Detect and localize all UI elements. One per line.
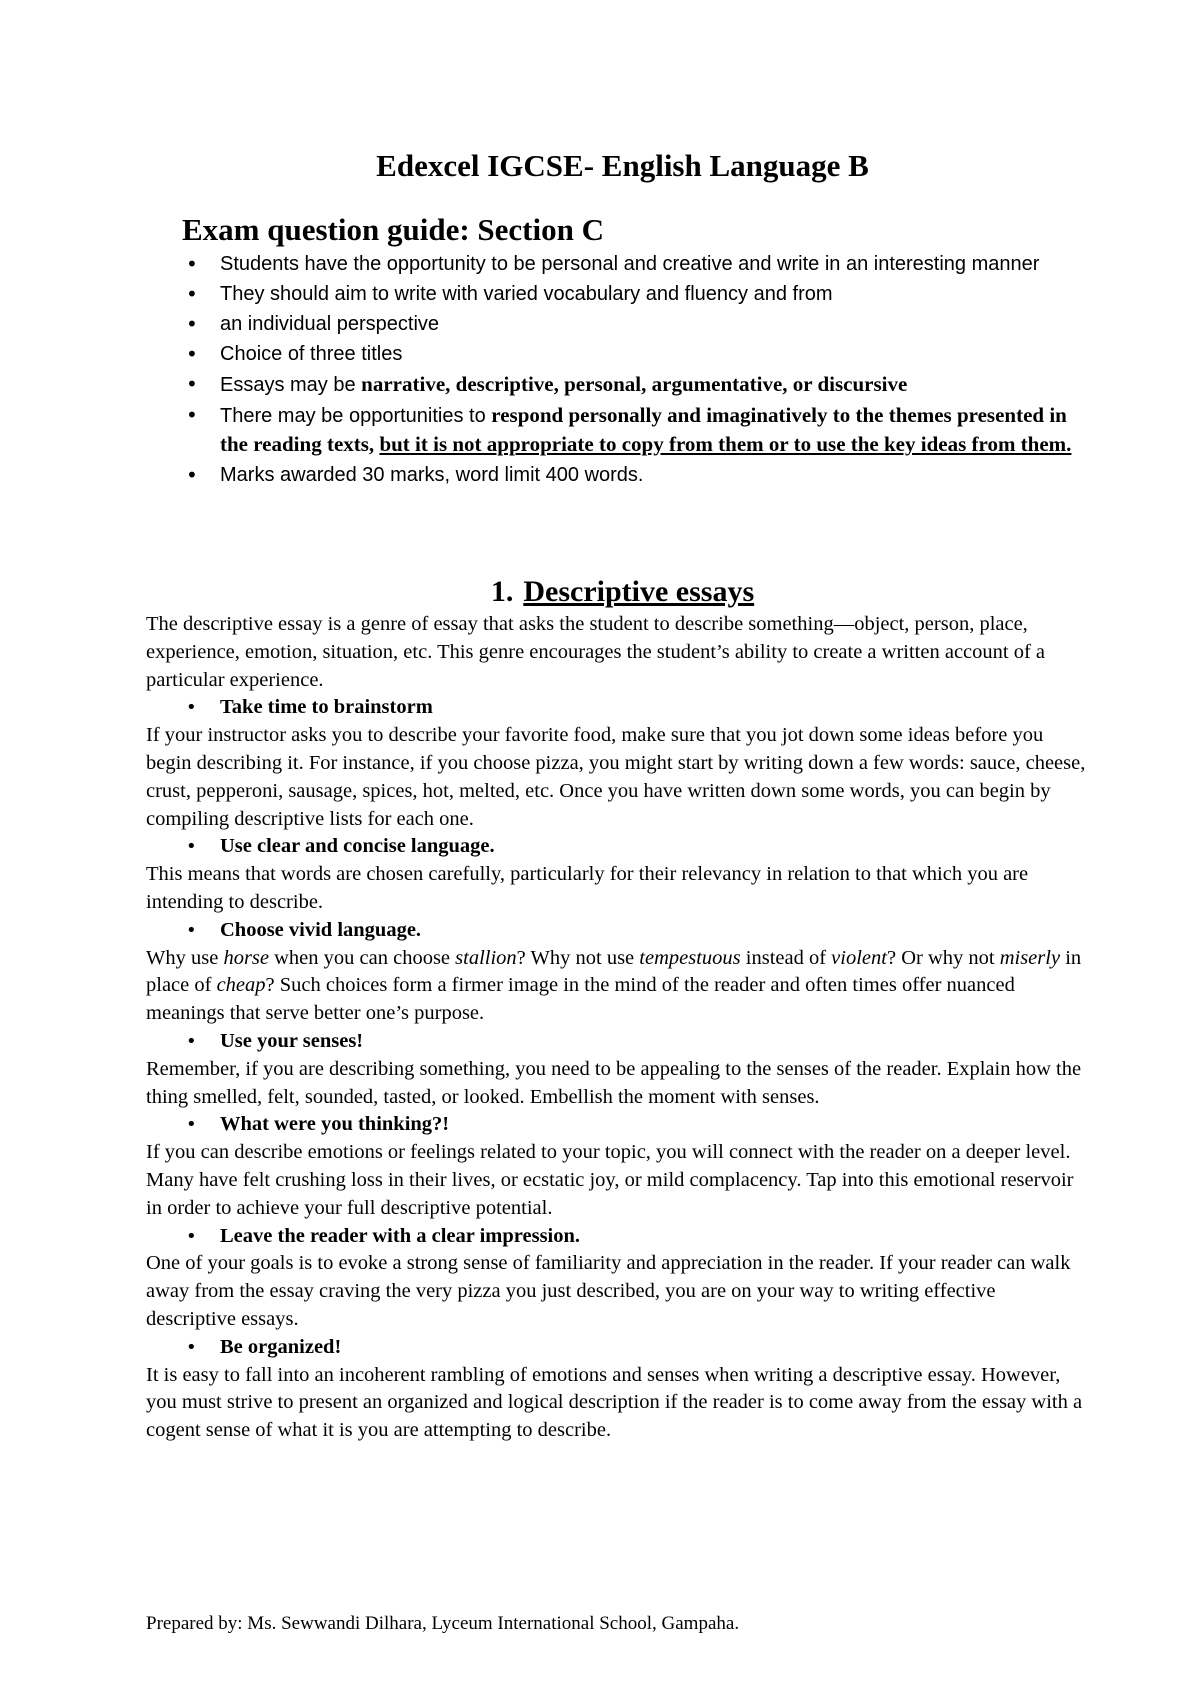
themes-bold: respond personally and imaginatively to the themes presented in the reading texts,	[220, 403, 1067, 456]
text-run: in place of	[146, 946, 1082, 997]
italic-word: tempestuous	[639, 946, 741, 969]
bullet-icon: •	[186, 919, 197, 941]
italic-word: horse	[223, 946, 269, 969]
tip-paragraph: If your instructor asks you to describe your favorite food, make sure that you jot down some ideas before you begin describing it. For instance, if you choose pizza, you might start by writing down a few words: sauce, cheese, crust, pepperoni, sausage, spices, hot, melted, etc. Once you have written down some words, you can begin by compiling descriptive lists for each one.	[146, 724, 1086, 830]
tip-heading	[146, 1111, 1086, 1139]
list-item-text: There may be opportunities to	[220, 405, 492, 427]
tip-title: Take time to brainstorm	[220, 696, 433, 719]
tip-paragraph: Remember, if you are describing something, you need to be appealing to the senses of the reader. Explain how the thing smelled, felt, sounded, tasted, or looked. Embellish the moment with senses.	[146, 1057, 1082, 1108]
italic-word: stallion	[455, 946, 517, 969]
list-item-text: an individual perspective	[220, 313, 440, 335]
text-run: ? Such choices form a firmer image in the mind of the reader and often times offer nuanced meanings that serve better one’s purpose.	[146, 974, 1015, 1025]
exam-guide-list	[182, 250, 1082, 491]
document-title: Edexcel IGCSE- English Language B	[376, 148, 869, 183]
tip-paragraph: It is easy to fall into an incoherent rambling of emotions and senses when writing a descriptive essay. However, you must strive to present an organized and logical description if the reader is to come away from the essay with a cogent sense of what it is you are attempting to describe.	[146, 1363, 1083, 1442]
list-item-text: Essays may be	[220, 374, 362, 396]
bullet-icon: •	[186, 697, 197, 719]
essay-types-bold: narrative, descriptive, personal, argumentative, or discursive	[361, 372, 908, 396]
text-run: instead of	[740, 946, 832, 969]
tip-heading	[146, 1334, 1086, 1362]
tip-paragraph: If you can describe emotions or feelings related to your topic, you will connect with the reader on a deeper level. Many have felt crushing loss in their lives, or ecstatic joy, or mild complacency. Tap into this emotional reservoir in order to achieve your full descriptive potential.	[146, 1141, 1074, 1219]
tip-heading	[146, 833, 1086, 861]
page-footer: Prepared by: Ms. Sewwandi Dilhara, Lyceum International School, Gampaha.	[146, 1613, 740, 1634]
text-run: ? Or why not	[886, 946, 1000, 969]
list-item-text: They should aim to write with varied vocabulary and fluency and from	[220, 283, 833, 305]
tip-paragraph	[146, 945, 1086, 1028]
bullet-icon: •	[186, 372, 198, 396]
bullet-icon: •	[186, 1030, 197, 1052]
list-item-text: Students have the opportunity to be personal and creative and write in an interesting manner	[220, 253, 1040, 275]
list-item	[182, 401, 1082, 459]
bullet-icon: •	[186, 282, 198, 306]
section-heading: Exam question guide: Section C	[182, 212, 604, 247]
text-run: when you can choose	[269, 946, 456, 969]
tip-paragraph: This means that words are chosen carefully, particularly for their relevancy in relation to that which you are intending to describe.	[146, 863, 1029, 913]
text-run: ? Why not use	[516, 946, 640, 969]
tip-title: What were you thinking?!	[220, 1113, 450, 1136]
bullet-icon: •	[186, 1225, 197, 1247]
tip-heading	[146, 1223, 1086, 1251]
list-item-text: Choice of three titles	[220, 343, 403, 365]
list-item-text: Marks awarded 30 marks, word limit 400 words.	[220, 464, 644, 486]
list-item	[182, 250, 1082, 278]
bullet-icon: •	[186, 836, 197, 858]
tip-heading	[146, 694, 1086, 722]
tip-paragraph: One of your goals is to evoke a strong sense of familiarity and appreciation in the reader. If your reader can walk away from the essay craving the very pizza you just described, you are on your way to writing effective descriptive essays.	[146, 1252, 1071, 1330]
copy-warning-underlined: but it is not appropriate to copy from them or to use the key ideas from them.	[379, 432, 1072, 456]
tip-heading	[146, 1028, 1086, 1056]
descriptive-essays-body	[146, 611, 1086, 1445]
bullet-icon: •	[186, 463, 198, 487]
descriptive-essays-heading	[0, 574, 1200, 610]
italic-word: miserly	[999, 946, 1061, 969]
bullet-icon: •	[186, 342, 198, 366]
list-item	[182, 461, 1082, 489]
text-run: Why use	[146, 946, 224, 969]
heading-text: Descriptive essays	[523, 575, 755, 608]
tip-title: Use clear and concise language.	[220, 835, 495, 858]
bullet-icon: •	[186, 1336, 197, 1358]
tip-title: Choose vivid language.	[220, 918, 422, 941]
list-item	[182, 310, 1082, 338]
tip-title: Use your senses!	[220, 1029, 364, 1052]
bullet-icon: •	[186, 403, 198, 427]
bullet-icon: •	[186, 312, 198, 336]
bullet-icon: •	[186, 1114, 197, 1136]
list-item	[182, 340, 1082, 368]
tip-heading	[146, 917, 1086, 945]
bullet-icon: •	[186, 252, 198, 276]
list-item	[182, 280, 1082, 308]
heading-number: 1.	[490, 575, 514, 608]
list-item	[182, 370, 1082, 399]
italic-word: cheap	[216, 974, 266, 997]
tip-title: Be organized!	[220, 1335, 342, 1358]
tip-title: Leave the reader with a clear impression.	[220, 1224, 581, 1247]
italic-word: violent	[831, 946, 887, 969]
intro-paragraph: The descriptive essay is a genre of essay that asks the student to describe something—object, person, place, experience, emotion, situation, etc. This genre encourages the student’s ability to create a written account of a particular experience.	[146, 613, 1046, 691]
